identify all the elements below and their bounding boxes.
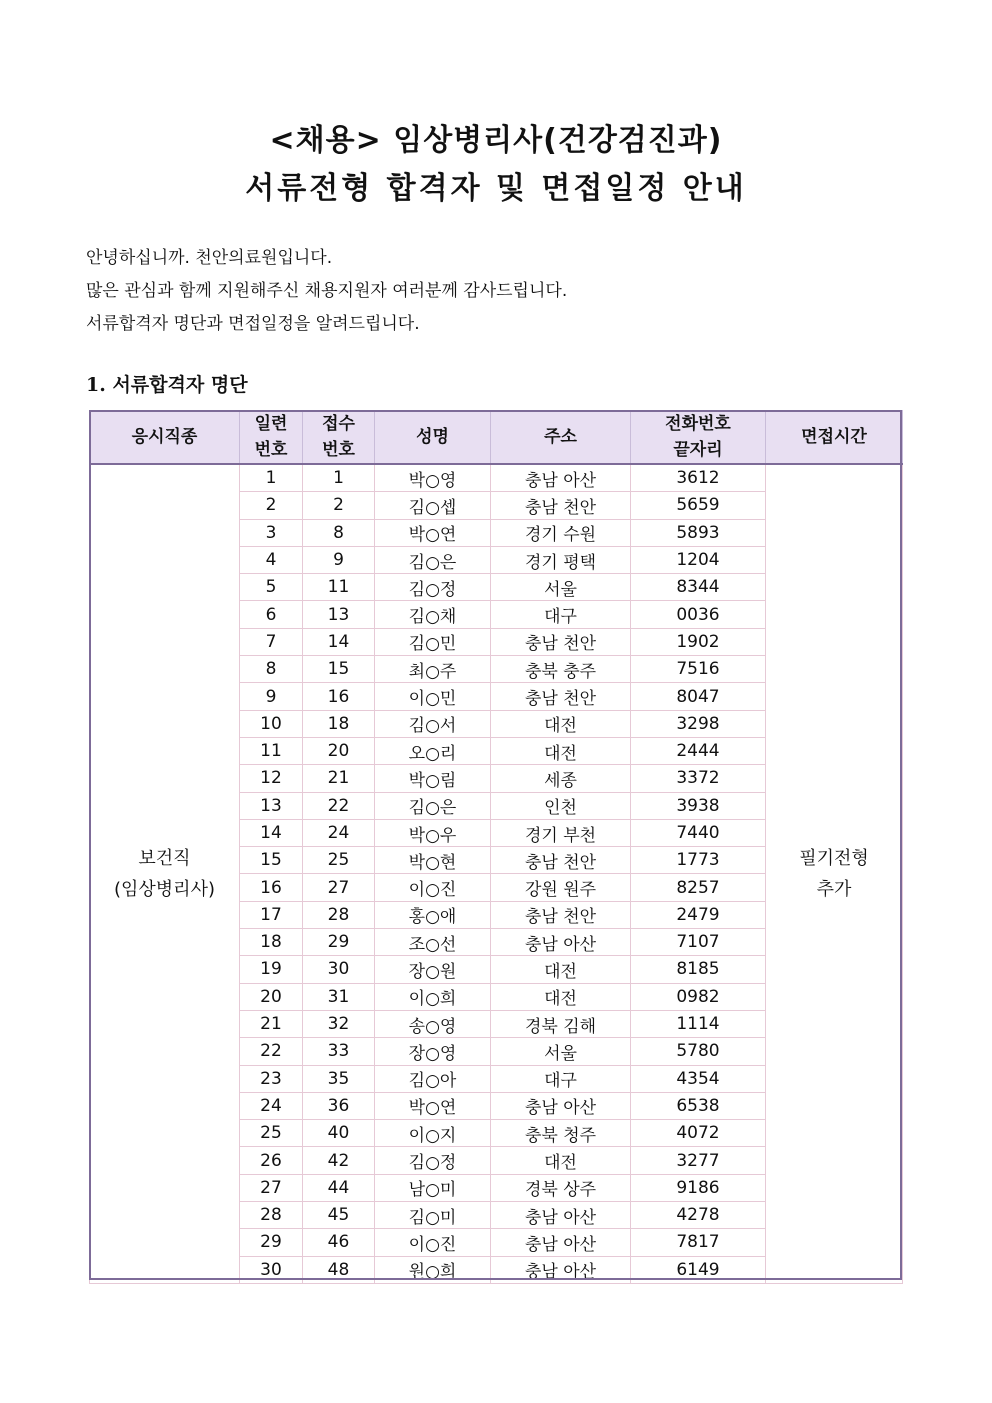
interview-time-cell	[766, 464, 903, 1283]
header-serial-number	[240, 411, 303, 465]
serial-number-cell: 13	[240, 792, 303, 819]
phone-suffix-cell: 0036	[631, 601, 766, 628]
serial-number-cell: 24	[240, 1092, 303, 1119]
job-type-cell	[90, 464, 240, 1283]
receipt-number-cell: 30	[303, 956, 375, 983]
serial-number-cell: 14	[240, 819, 303, 846]
receipt-number-cell: 14	[303, 628, 375, 655]
address-cell: 충남 천안	[491, 847, 631, 874]
address-cell: 충남 천안	[491, 901, 631, 928]
address-cell: 대전	[491, 983, 631, 1010]
name-cell: 송○영	[375, 1010, 491, 1037]
receipt-number-cell: 18	[303, 710, 375, 737]
address-cell: 충남 천안	[491, 683, 631, 710]
phone-suffix-cell: 6538	[631, 1092, 766, 1119]
phone-suffix-cell: 3372	[631, 765, 766, 792]
phone-suffix-cell: 1204	[631, 546, 766, 573]
phone-suffix-cell: 4278	[631, 1202, 766, 1229]
name-cell: 이○진	[375, 1229, 491, 1256]
section-heading: 1. 서류합격자 명단	[86, 374, 248, 396]
intro-paragraph	[86, 242, 567, 341]
receipt-number-cell: 32	[303, 1010, 375, 1037]
interview-line2: 추가	[816, 878, 852, 900]
address-cell: 경북 김해	[491, 1010, 631, 1037]
serial-number-cell: 12	[240, 765, 303, 792]
intro-line: 많은 관심과 함께 지원해주신 채용지원자 여러분께 감사드립니다.	[86, 281, 568, 301]
address-cell: 충북 충주	[491, 656, 631, 683]
phone-suffix-cell: 3298	[631, 710, 766, 737]
address-cell: 충남 아산	[491, 1202, 631, 1229]
table-header-row	[90, 411, 903, 465]
address-cell: 충남 천안	[491, 492, 631, 519]
phone-suffix-cell: 6149	[631, 1256, 766, 1283]
serial-number-cell: 10	[240, 710, 303, 737]
job-type-line1: 보건직	[138, 847, 191, 869]
serial-number-cell: 30	[240, 1256, 303, 1283]
address-cell: 충남 아산	[491, 929, 631, 956]
serial-number-cell: 18	[240, 929, 303, 956]
serial-number-cell: 1	[240, 464, 303, 492]
name-cell: 홍○애	[375, 901, 491, 928]
serial-number-cell: 4	[240, 546, 303, 573]
address-cell: 충남 아산	[491, 1256, 631, 1283]
name-cell: 김○채	[375, 601, 491, 628]
address-cell: 충남 아산	[491, 464, 631, 492]
address-cell: 세종	[491, 765, 631, 792]
address-cell: 인천	[491, 792, 631, 819]
receipt-number-cell: 33	[303, 1038, 375, 1065]
receipt-number-cell: 27	[303, 874, 375, 901]
receipt-number-cell: 13	[303, 601, 375, 628]
name-cell: 박○연	[375, 519, 491, 546]
serial-number-cell: 15	[240, 847, 303, 874]
receipt-number-cell: 25	[303, 847, 375, 874]
header-receipt-line1: 접수	[322, 414, 355, 434]
phone-suffix-cell: 8344	[631, 574, 766, 601]
phone-suffix-cell: 2479	[631, 901, 766, 928]
phone-suffix-cell: 5780	[631, 1038, 766, 1065]
address-cell: 대전	[491, 1147, 631, 1174]
phone-suffix-cell: 4072	[631, 1120, 766, 1147]
phone-suffix-cell: 1773	[631, 847, 766, 874]
address-cell: 서울	[491, 1038, 631, 1065]
receipt-number-cell: 28	[303, 901, 375, 928]
receipt-number-cell: 8	[303, 519, 375, 546]
name-cell: 이○지	[375, 1120, 491, 1147]
serial-number-cell: 17	[240, 901, 303, 928]
serial-number-cell: 26	[240, 1147, 303, 1174]
receipt-number-cell: 45	[303, 1202, 375, 1229]
address-cell: 강원 원주	[491, 874, 631, 901]
table-row	[90, 464, 903, 492]
document-title-line1: <채용> 임상병리사(건강검진과)	[269, 123, 723, 158]
serial-number-cell: 20	[240, 983, 303, 1010]
receipt-number-cell: 36	[303, 1092, 375, 1119]
serial-number-cell: 25	[240, 1120, 303, 1147]
address-cell: 경기 수원	[491, 519, 631, 546]
phone-suffix-cell: 3612	[631, 464, 766, 492]
phone-suffix-cell: 9186	[631, 1174, 766, 1201]
phone-suffix-cell: 1114	[631, 1010, 766, 1037]
header-serial-line1: 일련	[254, 414, 288, 434]
phone-suffix-cell: 8185	[631, 956, 766, 983]
address-cell: 대구	[491, 1065, 631, 1092]
receipt-number-cell: 16	[303, 683, 375, 710]
applicant-table	[89, 410, 903, 1284]
name-cell: 김○민	[375, 628, 491, 655]
receipt-number-cell: 9	[303, 546, 375, 573]
receipt-number-cell: 35	[303, 1065, 375, 1092]
phone-suffix-cell: 8047	[631, 683, 766, 710]
phone-suffix-cell: 3277	[631, 1147, 766, 1174]
serial-number-cell: 29	[240, 1229, 303, 1256]
address-cell: 대전	[491, 956, 631, 983]
job-type-line2: (임상병리사)	[114, 878, 215, 900]
receipt-number-cell: 11	[303, 574, 375, 601]
name-cell: 장○영	[375, 1038, 491, 1065]
address-cell: 충남 아산	[491, 1092, 631, 1119]
address-cell: 충남 천안	[491, 628, 631, 655]
serial-number-cell: 11	[240, 737, 303, 764]
header-interview-time: 면접시간	[766, 411, 903, 465]
interview-line1: 필기전형	[799, 847, 869, 869]
intro-line: 서류합격자 명단과 면접일정을 알려드립니다.	[86, 314, 420, 334]
name-cell: 박○우	[375, 819, 491, 846]
serial-number-cell: 7	[240, 628, 303, 655]
serial-number-cell: 23	[240, 1065, 303, 1092]
phone-suffix-cell: 5659	[631, 492, 766, 519]
name-cell: 이○진	[375, 874, 491, 901]
serial-number-cell: 8	[240, 656, 303, 683]
address-cell: 경기 평택	[491, 546, 631, 573]
name-cell: 장○원	[375, 956, 491, 983]
phone-suffix-cell: 0982	[631, 983, 766, 1010]
phone-suffix-cell: 3938	[631, 792, 766, 819]
serial-number-cell: 16	[240, 874, 303, 901]
name-cell: 김○은	[375, 792, 491, 819]
serial-number-cell: 19	[240, 956, 303, 983]
header-address: 주소	[491, 411, 631, 465]
receipt-number-cell: 22	[303, 792, 375, 819]
serial-number-cell: 9	[240, 683, 303, 710]
serial-number-cell: 6	[240, 601, 303, 628]
phone-suffix-cell: 2444	[631, 737, 766, 764]
receipt-number-cell: 29	[303, 929, 375, 956]
serial-number-cell: 22	[240, 1038, 303, 1065]
name-cell: 오○리	[375, 737, 491, 764]
name-cell: 최○주	[375, 656, 491, 683]
name-cell: 박○림	[375, 765, 491, 792]
address-cell: 경기 부천	[491, 819, 631, 846]
name-cell: 김○미	[375, 1202, 491, 1229]
serial-number-cell: 27	[240, 1174, 303, 1201]
receipt-number-cell: 42	[303, 1147, 375, 1174]
name-cell: 김○서	[375, 710, 491, 737]
phone-suffix-cell: 7817	[631, 1229, 766, 1256]
phone-suffix-cell: 7107	[631, 929, 766, 956]
name-cell: 김○은	[375, 546, 491, 573]
address-cell: 충남 아산	[491, 1229, 631, 1256]
address-cell: 대전	[491, 737, 631, 764]
name-cell: 김○아	[375, 1065, 491, 1092]
serial-number-cell: 5	[240, 574, 303, 601]
name-cell: 이○희	[375, 983, 491, 1010]
phone-suffix-cell: 5893	[631, 519, 766, 546]
phone-suffix-cell: 7516	[631, 656, 766, 683]
name-cell: 원○희	[375, 1256, 491, 1283]
receipt-number-cell: 40	[303, 1120, 375, 1147]
address-cell: 충북 청주	[491, 1120, 631, 1147]
name-cell: 박○영	[375, 464, 491, 492]
phone-suffix-cell: 4354	[631, 1065, 766, 1092]
name-cell: 조○선	[375, 929, 491, 956]
address-cell: 대구	[491, 601, 631, 628]
table-body	[90, 464, 903, 1283]
serial-number-cell: 28	[240, 1202, 303, 1229]
header-receipt-number	[303, 411, 375, 465]
phone-suffix-cell: 7440	[631, 819, 766, 846]
serial-number-cell: 2	[240, 492, 303, 519]
receipt-number-cell: 24	[303, 819, 375, 846]
phone-suffix-cell: 1902	[631, 628, 766, 655]
receipt-number-cell: 46	[303, 1229, 375, 1256]
serial-number-cell: 3	[240, 519, 303, 546]
address-cell: 서울	[491, 574, 631, 601]
receipt-number-cell: 1	[303, 464, 375, 492]
header-phone-line2: 끝자리	[673, 440, 723, 460]
intro-line: 안녕하십니까. 천안의료원입니다.	[86, 248, 333, 268]
name-cell: 남○미	[375, 1174, 491, 1201]
header-phone	[631, 411, 766, 465]
name-cell: 김○셉	[375, 492, 491, 519]
receipt-number-cell: 20	[303, 737, 375, 764]
name-cell: 박○현	[375, 847, 491, 874]
header-serial-line2: 번호	[254, 440, 288, 460]
receipt-number-cell: 2	[303, 492, 375, 519]
receipt-number-cell: 31	[303, 983, 375, 1010]
header-name: 성명	[375, 411, 491, 465]
address-cell: 경북 상주	[491, 1174, 631, 1201]
phone-suffix-cell: 8257	[631, 874, 766, 901]
receipt-number-cell: 15	[303, 656, 375, 683]
receipt-number-cell: 44	[303, 1174, 375, 1201]
header-job-type: 응시직종	[90, 411, 240, 465]
receipt-number-cell: 21	[303, 765, 375, 792]
name-cell: 김○정	[375, 1147, 491, 1174]
receipt-number-cell: 48	[303, 1256, 375, 1283]
name-cell: 김○정	[375, 574, 491, 601]
header-receipt-line2: 번호	[322, 440, 355, 460]
name-cell: 이○민	[375, 683, 491, 710]
document-title-line2: 서류전형 합격자 및 면접일정 안내	[245, 171, 747, 206]
name-cell: 박○연	[375, 1092, 491, 1119]
address-cell: 대전	[491, 710, 631, 737]
serial-number-cell: 21	[240, 1010, 303, 1037]
header-phone-line1: 전화번호	[665, 414, 731, 434]
